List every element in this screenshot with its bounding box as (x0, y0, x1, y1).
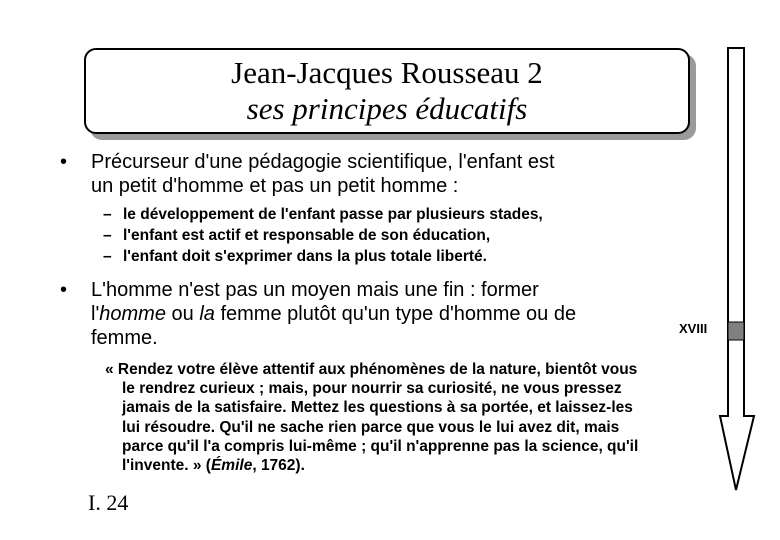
text-fragment: l' (91, 303, 100, 325)
bullet-line (91, 302, 740, 326)
timeline-arrow-shape (720, 48, 754, 490)
page-number: I. 24 (88, 490, 129, 515)
emile-quote (105, 360, 731, 475)
subpoint (103, 204, 703, 225)
book-title-emile: Émile (210, 457, 253, 475)
slide-title: Jean-Jacques Rousseau 2 (231, 55, 543, 90)
century-marker (728, 322, 744, 340)
emphasis-la: la (199, 303, 215, 325)
timeline-arrow-icon (718, 46, 762, 496)
bullet-dot: • (60, 279, 68, 301)
quote-line: jamais de la satisfaire. Mettez les questions à sa portée, et laissez-les (122, 399, 633, 417)
quote-line: le rendrez curieux ; mais, pour nourrir sa curiosité, ne vous pressez (122, 380, 622, 398)
quote-line: lui résoudre. Qu'il ne sache rien parce que vous le lui avez dit, mais (122, 418, 620, 436)
quote-line (105, 456, 731, 475)
century-label: XVIII (679, 321, 708, 336)
subpoint (103, 225, 703, 246)
bullet-line: femme. (91, 327, 158, 349)
subpoint-list (103, 204, 703, 267)
text-fragment: , 1762). (252, 457, 305, 475)
subpoint-text: le développement de l'enfant passe par plusieurs stades, (123, 206, 543, 223)
dash-marker: – (103, 206, 112, 223)
subpoint (103, 246, 703, 267)
text-fragment: l'invente. » ( (122, 457, 211, 475)
title-box (84, 48, 690, 134)
subpoint-text: l'enfant doit s'exprimer dans la plus totale liberté. (123, 248, 487, 265)
bullet-line: Précurseur d'une pédagogie scientifique, l'enfant est (91, 151, 555, 173)
dash-marker: – (103, 227, 112, 244)
bullet-line: L'homme n'est pas un moyen mais une fin : former (91, 279, 539, 301)
quote-line: parce qu'il l'a compris lui-même ; qu'il n'apprenne pas la science, qu'il (122, 437, 639, 455)
bullet-homme-fin (60, 278, 740, 350)
quote-line: « Rendez votre élève attentif aux phénomènes de la nature, bientôt vous (105, 361, 638, 378)
slide-subtitle: ses principes éducatifs (246, 91, 528, 126)
subpoint-text: l'enfant est actif et responsable de son éducation, (123, 227, 491, 244)
text-fragment: femme plutôt qu'un type d'homme ou de (214, 303, 577, 325)
emphasis-homme: homme (99, 303, 166, 325)
bullet-dot: • (60, 151, 68, 173)
text-fragment: ou (165, 303, 200, 325)
dash-marker: – (103, 248, 112, 265)
bullet-precurseur (60, 150, 720, 198)
bullet-line: un petit d'homme et pas un petit homme : (91, 175, 459, 197)
